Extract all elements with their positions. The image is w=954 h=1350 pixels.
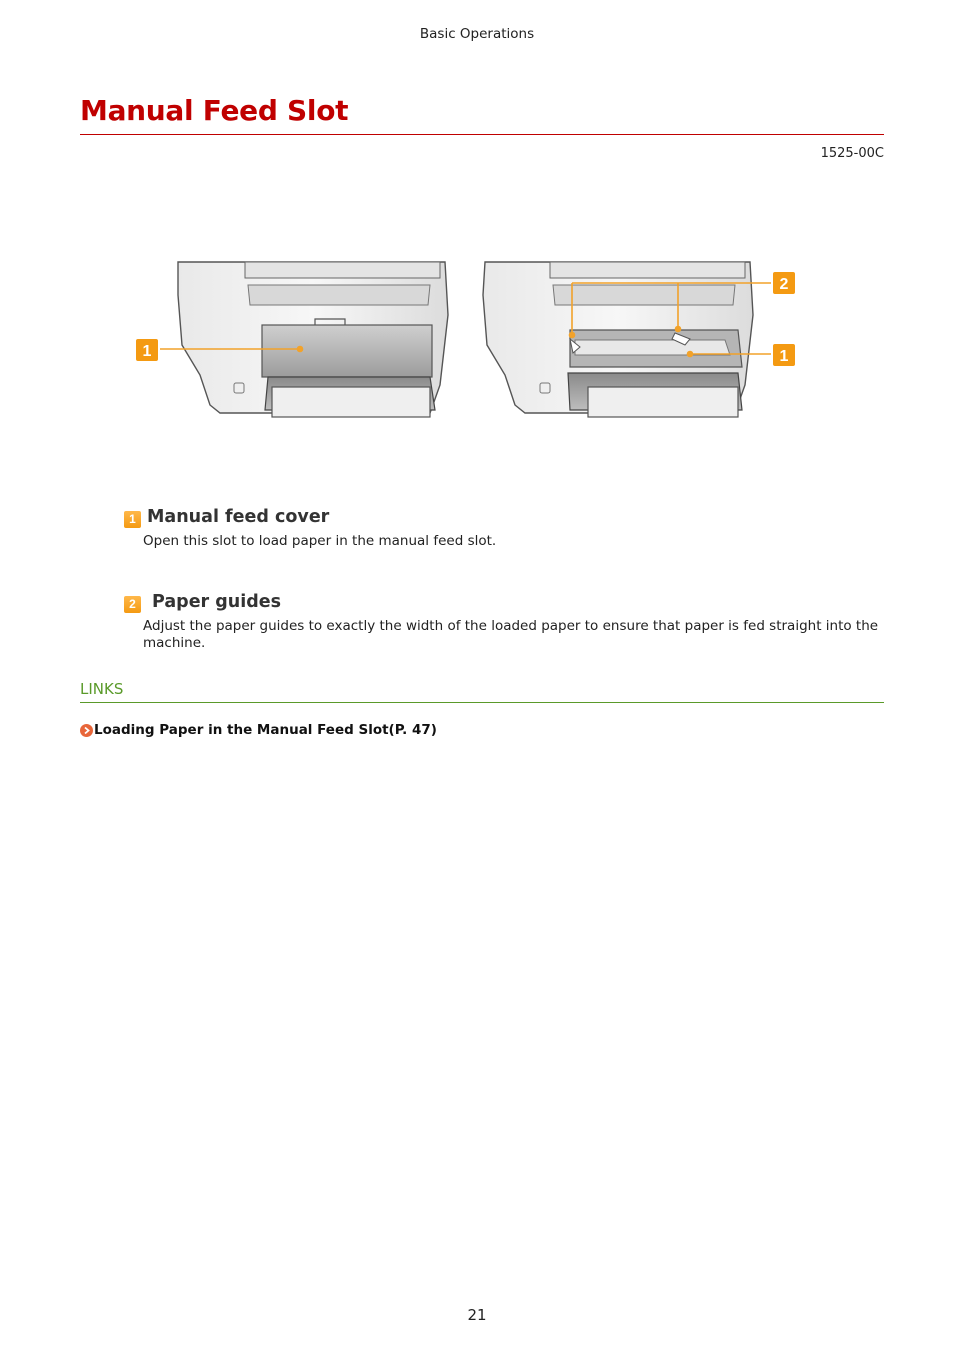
callout-badge [136,339,158,361]
printer-closed-view [178,262,448,417]
link-loading-paper-manual-feed[interactable] [80,722,437,738]
item-title: Manual feed cover [147,507,330,527]
callout-badge [773,272,795,294]
link-text[interactable]: Loading Paper in the Manual Feed Slot(P. 47) [94,722,437,738]
printer-illustration [130,255,810,430]
callout-badge [773,344,795,366]
title-divider [80,134,884,135]
item-description: Open this slot to load paper in the manual feed slot. [143,533,497,549]
links-heading: LINKS [80,680,124,698]
printer-open-view [483,262,753,417]
page-number: 21 [467,1306,487,1324]
links-divider [80,702,884,703]
svg-text:1: 1 [779,348,789,365]
page-title: Manual Feed Slot [80,94,349,127]
item-title: Paper guides [152,592,282,612]
document-code: 1525-00C [820,146,884,161]
svg-text:1: 1 [142,343,152,360]
arrow-circle-icon [80,724,93,737]
number-badge: 1 [124,511,141,528]
number-badge: 2 [124,596,141,613]
item-description: Adjust the paper guides to exactly the width of the loaded paper to ensure that paper is fed straight into the machine. [143,618,879,651]
svg-text:2: 2 [779,276,789,293]
running-head: Basic Operations [419,26,535,42]
item-manual-feed-cover [124,505,884,550]
item-paper-guides [124,590,884,652]
